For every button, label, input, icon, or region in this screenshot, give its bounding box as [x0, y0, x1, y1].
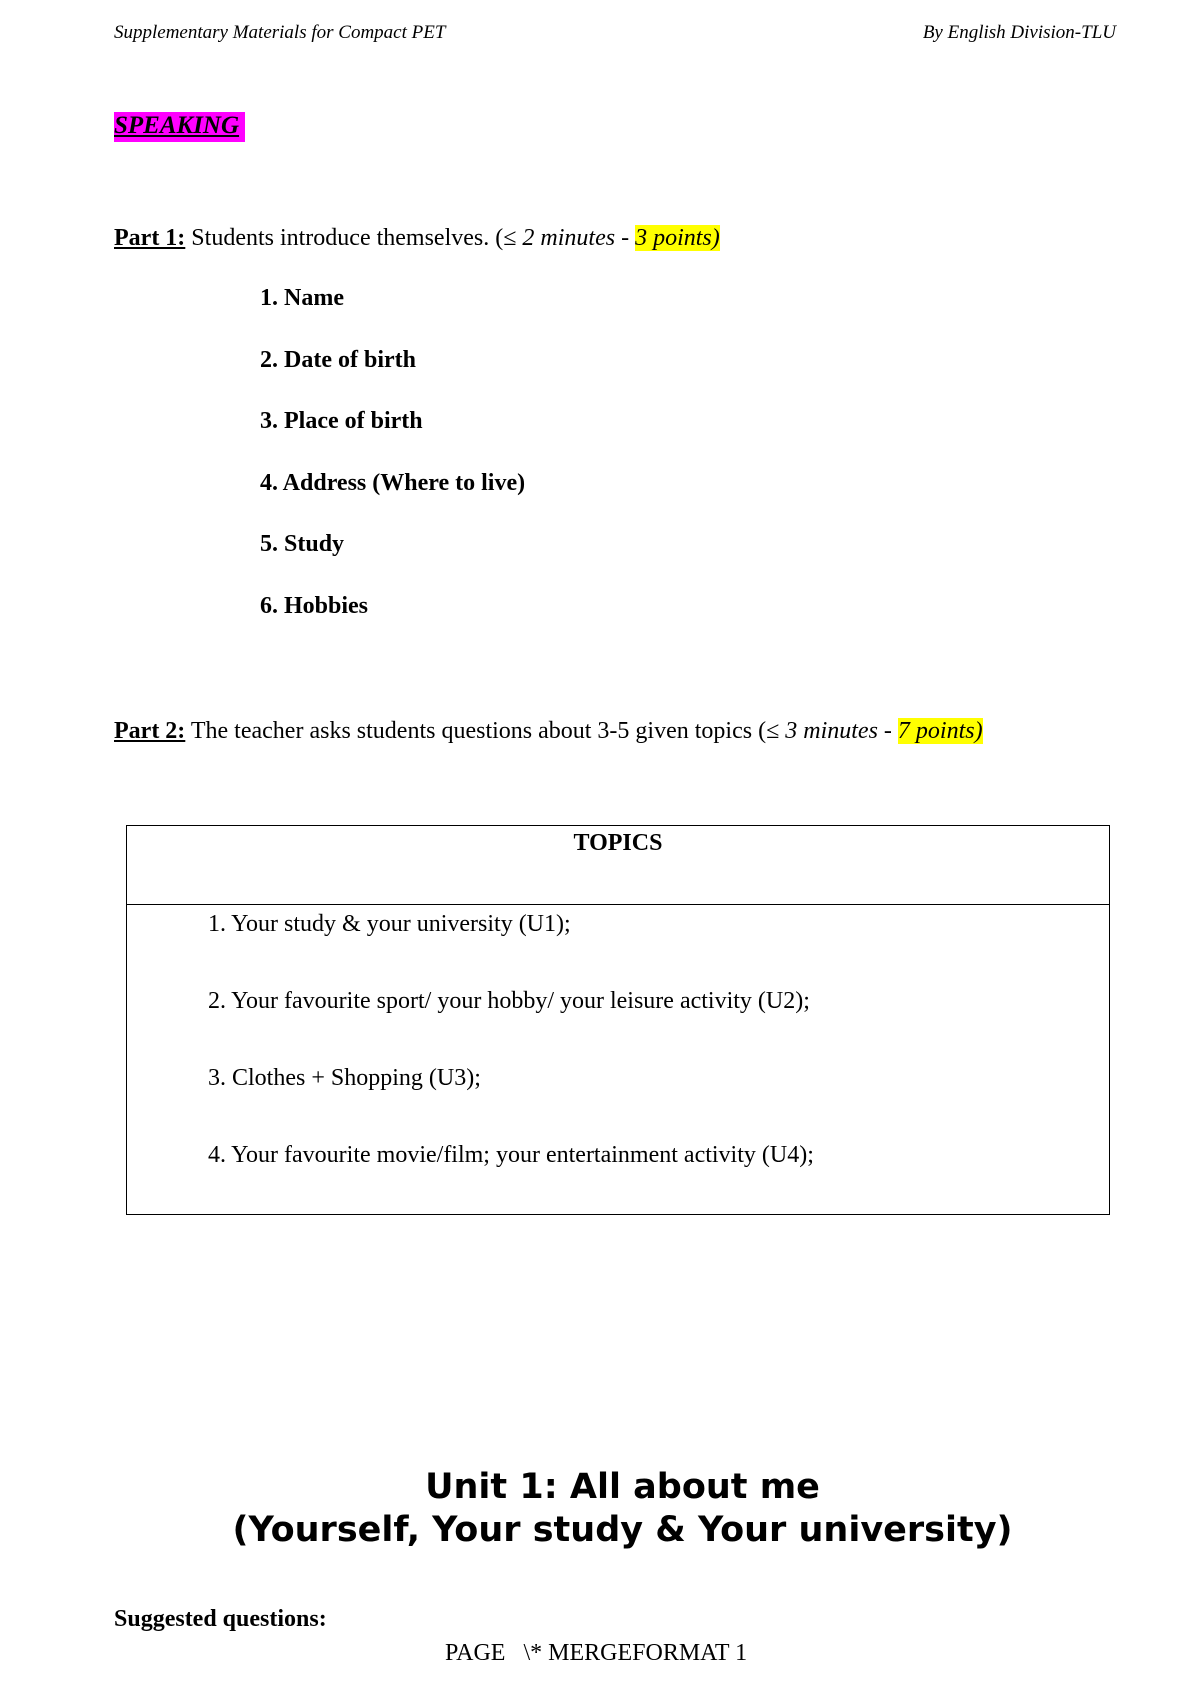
suggested-questions-label: Suggested questions:: [114, 1606, 327, 1632]
section-title: SPEAKING: [114, 112, 245, 142]
part2-line: [114, 718, 983, 745]
page-footer-field: PAGE \* MERGEFORMAT 1: [445, 1640, 748, 1666]
header-left-text: Supplementary Materials for Compact PET: [114, 22, 446, 43]
unit-title-line2: (Yourself, Your study & Your university): [232, 1510, 1013, 1550]
part1-label: Part 1:: [114, 225, 186, 251]
list-item: 1. Name: [260, 285, 344, 311]
part1-list: [260, 284, 525, 653]
part2-time: ≤ 3 minutes -: [766, 718, 898, 744]
part2-label: Part 2:: [114, 718, 186, 744]
part2-points: 7 points): [897, 718, 983, 744]
header-right-text: By English Division-TLU: [922, 22, 1116, 43]
topics-table: [126, 825, 1110, 1215]
list-item: 6. Hobbies: [260, 592, 369, 619]
part1-text: Students introduce themselves. (: [185, 225, 504, 251]
list-item: 3. Place of birth: [260, 408, 423, 434]
topic-item: 4. Your favourite movie/film; your entertainment activity (U4);: [208, 1142, 814, 1168]
unit-title-line1: Unit 1: All about me: [425, 1467, 820, 1507]
topic-item: 3. Clothes + Shopping (U3);: [208, 1065, 481, 1091]
part1-time: ≤ 2 minutes -: [503, 225, 636, 251]
unit-title: [0, 1466, 1200, 1552]
topics-header: TOPICS: [127, 826, 1109, 905]
topics-body: [127, 905, 1109, 1213]
topic-item: 1. Your study & your university (U1);: [208, 911, 571, 937]
list-item: 2. Date of birth: [260, 346, 416, 373]
part2-text: The teacher asks students questions about 3-5 given topics (: [185, 718, 767, 744]
list-item: 4. Address (Where to live): [260, 469, 526, 496]
topic-item: 2. Your favourite sport/ your hobby/ your leisure activity (U2);: [208, 988, 810, 1014]
list-item: 5. Study: [260, 531, 345, 557]
part1-points: 3 points): [635, 225, 720, 251]
part1-line: [114, 225, 720, 252]
